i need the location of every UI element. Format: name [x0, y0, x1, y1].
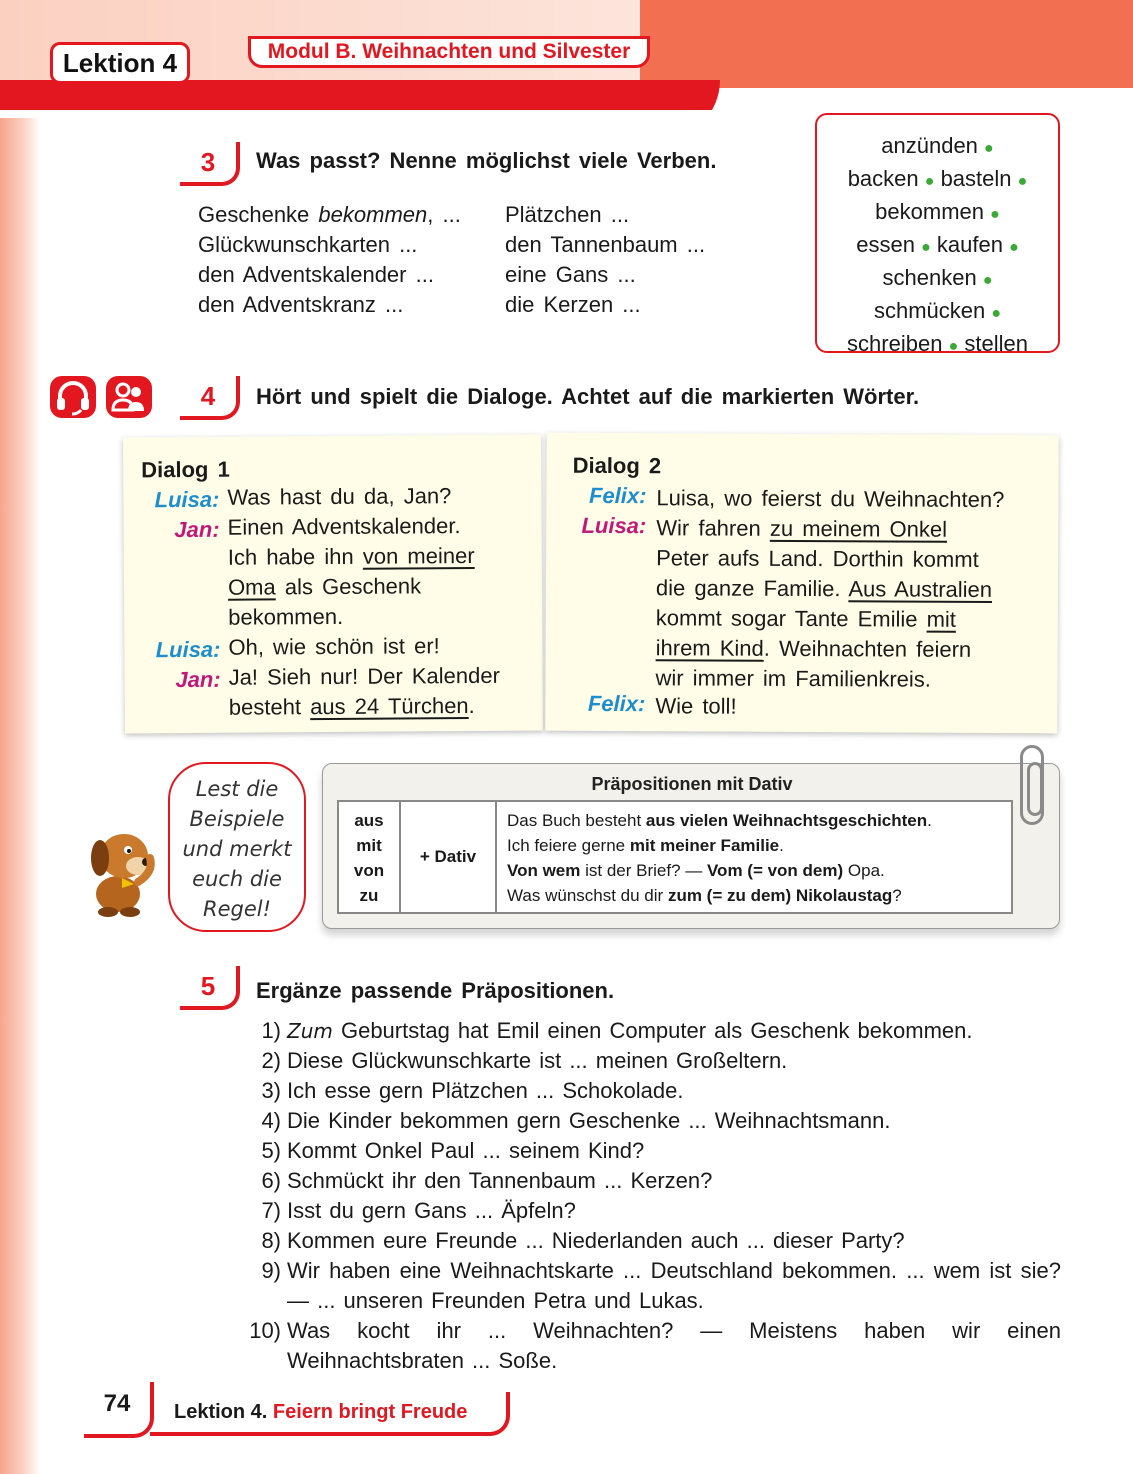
bullet-icon: ● — [921, 239, 931, 256]
speaker-label: Felix: — [588, 482, 647, 509]
exercise-5-list — [243, 1016, 1061, 1376]
dativ-cell: + Dativ — [401, 802, 497, 912]
bullet-icon: ● — [990, 206, 1000, 223]
list-item: 2) Diese Glückwunschkarte ist ... meinen Großeltern. — [261, 1048, 788, 1073]
list-item: 1) Zum Geburtstag hat Emil einen Computer als Geschenk bekommen. — [261, 1018, 973, 1043]
list-item: 5) Kommt Onkel Paul ... seinem Kind? — [261, 1138, 645, 1163]
speaker-label: Luisa: — [155, 636, 221, 663]
speaker-label: Luisa: — [154, 486, 220, 513]
pair-item: den Adventskranz ... — [198, 292, 404, 317]
marked-word: mit — [926, 606, 957, 632]
exercise-3-number: 3 — [180, 142, 240, 186]
dialog-line: Luisa, wo feierst du Weihnachten? — [656, 485, 1005, 513]
dialog-line: Oh, wie schön ist er! — [228, 633, 440, 660]
dialog-line: ihrem Kind. Weihnachten feiern — [655, 635, 972, 662]
list-item: 3) Ich esse gern Plätzchen ... Schokolade. — [261, 1078, 684, 1103]
verb-row: schreiben ● stellen — [847, 331, 1028, 356]
dialog-2-title: Dialog 2 — [572, 452, 662, 479]
lektion-badge: Lektion 4 — [50, 42, 190, 84]
verb-row: schenken ● — [882, 265, 993, 290]
dialog-line: Was hast du da, Jan? — [227, 483, 452, 510]
speaker-label: Luisa: — [581, 512, 647, 539]
dialog-line: bekommen. — [228, 603, 344, 630]
dialog-line: die ganze Familie. Aus Australien — [655, 575, 993, 602]
marked-word: von meiner — [362, 543, 475, 569]
bullet-icon: ● — [984, 140, 994, 157]
verb-row: bekommen ● — [875, 199, 1000, 224]
marked-word: aus 24 Türchen — [310, 693, 469, 720]
example-line: Ich feiere gerne mit meiner Familie. — [507, 836, 784, 855]
exercise-4-title: Hört und spielt die Dialoge. Achtet auf die markierten Wörter. — [256, 384, 920, 409]
pair-item: den Tannenbaum ... — [505, 232, 706, 257]
bullet-icon: ● — [991, 305, 1002, 322]
dialog-line: Peter aufs Land. Dorthin kommt — [656, 545, 979, 572]
exercise-5-title: Ergänze passende Präpositionen. — [256, 978, 615, 1003]
dialog-line: kommt sogar Tante Emilie mit — [655, 605, 957, 632]
example-line: Was wünschst du dir zum (= zu dem) Nikolaustag? — [507, 886, 902, 905]
dialog-1-card — [123, 435, 543, 734]
page-number: 74 — [84, 1382, 154, 1438]
dog-mascot-icon — [78, 822, 164, 918]
bullet-icon: ● — [982, 272, 993, 289]
bullet-icon: ● — [1017, 173, 1028, 190]
pair-item: Glückwunschkarten ... — [198, 232, 418, 257]
bullet-icon: ● — [948, 338, 959, 355]
pair-item: eine Gans ... — [505, 262, 636, 287]
exercise-3-left-column — [198, 200, 461, 320]
marked-word: zu meinem Onkel — [769, 515, 948, 542]
list-item: 10) Was kocht ihr ... Weihnachten? — Meistens haben wir einen Weihnachtsbraten ... Soße. — [249, 1318, 1061, 1373]
verb-row: anzünden ● — [881, 133, 994, 158]
marked-word: Aus Australien — [848, 576, 993, 602]
dialog-line: Ich habe ihn von meiner — [227, 543, 475, 570]
examples-cell — [497, 802, 1011, 912]
dialog-line: Wir fahren zu meinem Onkel — [656, 515, 948, 542]
dialog-line: Ja! Sieh nur! Der Kalender — [228, 662, 500, 690]
speech-bubble: Lest die Beispiele und merkt euch die Regel! — [168, 762, 306, 932]
dialog-line: Wie toll! — [655, 693, 737, 719]
list-item: 6) Schmückt ihr den Tannenbaum ... Kerzen? — [261, 1168, 713, 1193]
list-item: 9) Wir haben eine Weihnachtskarte ... Deutschland bekommen. ... wem ist sie? — ... unseren Freunden Petra und Lukas. — [261, 1258, 1061, 1313]
pair-item: Plätzchen ... — [505, 202, 630, 227]
exercise-5-number: 5 — [180, 966, 240, 1010]
pair-item: den Adventskalender ... — [198, 262, 434, 287]
marked-word: ihrem Kind — [655, 635, 764, 661]
verb-row: schmücken ● — [873, 298, 1002, 323]
dialog-1-title: Dialog 1 — [141, 456, 230, 483]
pair-item: die Kerzen ... — [505, 292, 641, 317]
list-item: 4) Die Kinder bekommen gern Geschenke ... Weihnachtsmann. — [261, 1108, 891, 1133]
modul-title: Modul B. Weihnachten und Silvester — [248, 36, 650, 68]
prepositions-cell: aus mit von zu — [339, 802, 401, 912]
exercise-3-right-column — [505, 200, 705, 320]
list-item: 8) Kommen eure Freunde ... Niederlanden auch ... dieser Party? — [261, 1228, 905, 1253]
dialog-line: Oma als Geschenk — [227, 573, 422, 600]
list-item: 7) Isst du gern Gans ... Äpfeln? — [261, 1198, 576, 1223]
verb-row: backen ● basteln ● — [847, 166, 1028, 191]
example-line: Von wem ist der Brief? — Vom (= von dem) Opa. — [507, 861, 885, 880]
paperclip-icon — [1020, 745, 1044, 825]
grammar-title: Präpositionen mit Dativ — [591, 774, 793, 794]
dialog-line: wir immer im Familienkreis. — [655, 665, 932, 692]
speaker-label: Jan: — [174, 516, 220, 543]
speaker-label: Felix: — [587, 690, 646, 717]
pair-item: Geschenke bekommen, ... — [198, 202, 461, 227]
pair-work-icon — [106, 376, 152, 418]
marked-word: Oma — [227, 574, 276, 600]
grammar-box — [322, 763, 1060, 929]
footer-title: Lektion 4. Feiern bringt Freude — [150, 1392, 510, 1436]
dialog-line: besteht aus 24 Türchen. — [228, 693, 475, 720]
verb-box — [815, 113, 1060, 356]
exercise-4-number: 4 — [180, 376, 240, 420]
dialog-2-card — [545, 433, 1059, 734]
headphones-icon — [50, 376, 96, 418]
grammar-table — [337, 800, 1013, 914]
exercise-3-title: Was passt? Nenne möglichst viele Verben. — [256, 148, 717, 173]
dialog-line: Einen Adventskalender. — [227, 513, 461, 540]
left-decor-strip — [0, 0, 40, 1474]
bullet-icon: ● — [1009, 239, 1019, 256]
example-line: Das Buch besteht aus vielen Weihnachtsgeschichten. — [507, 811, 932, 830]
bullet-icon: ● — [924, 173, 935, 190]
verb-row: essen ● kaufen ● — [856, 232, 1019, 257]
speaker-label: Jan: — [175, 666, 221, 693]
